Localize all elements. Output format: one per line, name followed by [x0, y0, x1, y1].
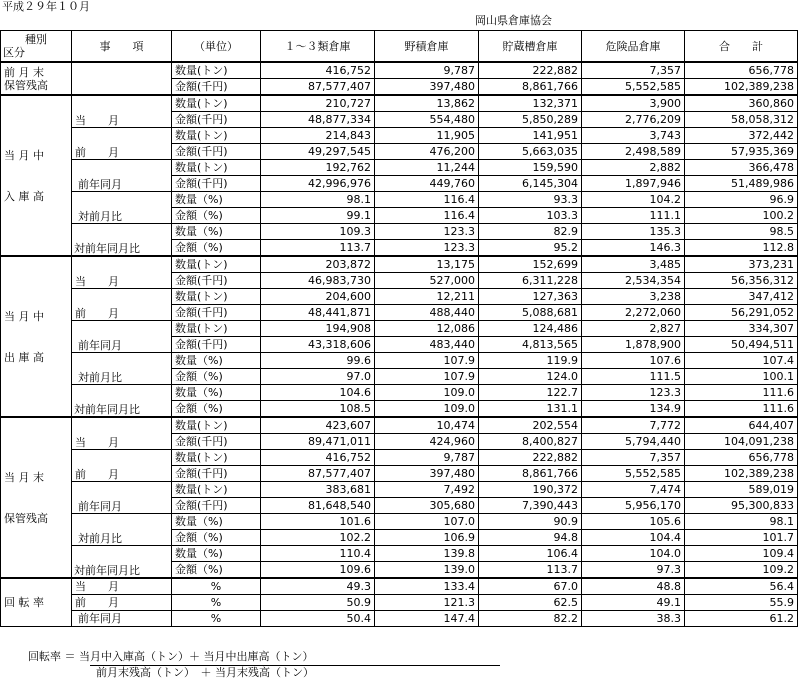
table-row — [1, 417, 798, 434]
value-cell: 48,877,334 — [261, 112, 375, 128]
value-cell: 222,882 — [479, 450, 582, 466]
value-cell: 90.9 — [479, 514, 582, 530]
value-cell: 133.4 — [375, 578, 479, 595]
value-cell: 423,607 — [261, 417, 375, 434]
sub-item-label: 対前月比 — [72, 192, 172, 224]
table-row — [1, 224, 798, 240]
value-cell: 383,681 — [261, 482, 375, 498]
unit-cell: 金額（%) — [172, 240, 261, 257]
value-cell: 101.7 — [685, 530, 798, 546]
unit-cell: 数量(トン) — [172, 321, 261, 337]
value-cell: 159,590 — [479, 160, 582, 176]
value-cell: 98.5 — [685, 224, 798, 240]
item-header: 事 項 — [72, 31, 172, 63]
value-cell: 58,058,312 — [685, 112, 798, 128]
value-cell: 109.0 — [375, 385, 479, 401]
value-cell: 190,372 — [479, 482, 582, 498]
value-cell: 110.4 — [261, 546, 375, 562]
unit-cell: 金額(千円) — [172, 176, 261, 192]
value-cell: 139.8 — [375, 546, 479, 562]
value-cell: 360,860 — [685, 95, 798, 112]
sub-item-label: 当 月 — [72, 256, 172, 289]
value-cell: 102.2 — [261, 530, 375, 546]
unit-cell: 金額(千円) — [172, 305, 261, 321]
value-cell: 2,272,060 — [582, 305, 685, 321]
table-row — [1, 385, 798, 401]
value-cell: 132,371 — [479, 95, 582, 112]
value-cell: 123.3 — [375, 240, 479, 257]
value-cell: 112.8 — [685, 240, 798, 257]
value-cell: 146.3 — [582, 240, 685, 257]
value-cell: 5,088,681 — [479, 305, 582, 321]
value-cell: 61.2 — [685, 611, 798, 627]
section-label — [1, 417, 72, 578]
value-cell: 38.3 — [582, 611, 685, 627]
unit-cell: 数量(トン) — [172, 256, 261, 273]
sub-item-label: 前 月 — [72, 450, 172, 482]
header-row — [1, 31, 798, 63]
value-cell: 108.5 — [261, 401, 375, 418]
value-cell: 121.3 — [375, 595, 479, 611]
value-cell: 9,787 — [375, 62, 479, 79]
section-label-line: 当 月 末 — [4, 470, 44, 484]
sub-item-label: 当 月 — [72, 417, 172, 450]
value-cell: 50.9 — [261, 595, 375, 611]
unit-cell: 数量(トン) — [172, 482, 261, 498]
category-header: 種別 区分 — [1, 31, 72, 63]
table-row — [1, 62, 798, 79]
table-row — [1, 611, 798, 627]
value-cell: 13,862 — [375, 95, 479, 112]
value-cell: 9,787 — [375, 450, 479, 466]
unit-cell: 数量(トン) — [172, 160, 261, 176]
value-cell: 94.8 — [479, 530, 582, 546]
value-cell: 100.1 — [685, 369, 798, 385]
value-cell: 96.9 — [685, 192, 798, 208]
value-cell: 89,471,011 — [261, 434, 375, 450]
value-cell: 147.4 — [375, 611, 479, 627]
section-label-line: 出 庫 高 — [4, 350, 44, 364]
section-label-line: 前 月 末 — [4, 65, 44, 79]
value-cell: 97.0 — [261, 369, 375, 385]
value-cell: 98.1 — [685, 514, 798, 530]
unit-cell: 数量（%) — [172, 224, 261, 240]
value-cell: 202,554 — [479, 417, 582, 434]
sub-item-label: 対前年同月比 — [72, 224, 172, 257]
value-cell: 476,200 — [375, 144, 479, 160]
value-cell: 55.9 — [685, 595, 798, 611]
unit-cell: 数量（%) — [172, 353, 261, 369]
value-cell: 554,480 — [375, 112, 479, 128]
value-cell: 527,000 — [375, 273, 479, 289]
value-cell: 373,231 — [685, 256, 798, 273]
value-cell: 109.2 — [685, 562, 798, 579]
unit-cell: 数量（%) — [172, 514, 261, 530]
unit-header: （単位） — [172, 31, 261, 63]
value-cell: 49,297,545 — [261, 144, 375, 160]
table-row — [1, 514, 798, 530]
section-label-line: 当 月 中 — [4, 309, 44, 323]
value-cell: 57,935,369 — [685, 144, 798, 160]
value-cell: 49.1 — [582, 595, 685, 611]
value-cell: 5,956,170 — [582, 498, 685, 514]
sub-item-label: 前年同月 — [72, 482, 172, 514]
table-row — [1, 321, 798, 337]
table-row — [1, 482, 798, 498]
unit-cell: 数量(トン) — [172, 128, 261, 144]
section-label-line: 回 転 率 — [4, 596, 44, 609]
value-cell: 6,311,228 — [479, 273, 582, 289]
value-cell: 12,086 — [375, 321, 479, 337]
value-cell: 104.2 — [582, 192, 685, 208]
value-cell: 488,440 — [375, 305, 479, 321]
unit-cell: 金額（%) — [172, 208, 261, 224]
sub-item-label: 当 月 — [72, 95, 172, 128]
value-cell: 99.6 — [261, 353, 375, 369]
value-cell: 8,861,766 — [479, 466, 582, 482]
sub-item-label: 前年同月 — [72, 321, 172, 353]
value-cell: 8,400,827 — [479, 434, 582, 450]
value-cell: 3,238 — [582, 289, 685, 305]
value-cell: 82.2 — [479, 611, 582, 627]
value-cell: 204,600 — [261, 289, 375, 305]
value-cell: 5,850,289 — [479, 112, 582, 128]
value-cell: 192,762 — [261, 160, 375, 176]
unit-cell: 数量（%) — [172, 546, 261, 562]
sub-item-label: 当 月 — [72, 578, 172, 595]
unit-cell: 数量(トン) — [172, 95, 261, 112]
table-row — [1, 595, 798, 611]
value-cell: 43,318,606 — [261, 337, 375, 353]
value-cell: 397,480 — [375, 466, 479, 482]
value-cell: 8,861,766 — [479, 79, 582, 96]
section-label — [1, 256, 72, 417]
value-cell: 656,778 — [685, 62, 798, 79]
section-label-line: 保管残高 — [4, 511, 48, 525]
value-cell: 6,145,304 — [479, 176, 582, 192]
value-cell: 109.4 — [685, 546, 798, 562]
value-cell: 141,951 — [479, 128, 582, 144]
value-cell: 222,882 — [479, 62, 582, 79]
value-cell: 372,442 — [685, 128, 798, 144]
col-header-class1-3: １～３類倉庫 — [261, 31, 375, 63]
value-cell: 48.8 — [582, 578, 685, 595]
value-cell: 42,996,976 — [261, 176, 375, 192]
unit-cell: 数量（%) — [172, 192, 261, 208]
sub-item-label: 前 月 — [72, 128, 172, 160]
value-cell: 124,486 — [479, 321, 582, 337]
col-header-open-storage: 野積倉庫 — [375, 31, 479, 63]
value-cell: 119.9 — [479, 353, 582, 369]
value-cell: 67.0 — [479, 578, 582, 595]
value-cell: 51,489,986 — [685, 176, 798, 192]
value-cell: 107.0 — [375, 514, 479, 530]
section-label — [1, 578, 72, 627]
value-cell: 116.4 — [375, 192, 479, 208]
value-cell: 107.9 — [375, 353, 479, 369]
value-cell: 1,897,946 — [582, 176, 685, 192]
value-cell: 109.0 — [375, 401, 479, 418]
value-cell: 644,407 — [685, 417, 798, 434]
unit-cell: 金額(千円) — [172, 498, 261, 514]
section-label-line: 保管残高 — [4, 78, 48, 92]
unit-cell: 金額(千円) — [172, 273, 261, 289]
unit-cell: 金額(千円) — [172, 337, 261, 353]
value-cell: 81,648,540 — [261, 498, 375, 514]
sub-item-label: 前 月 — [72, 289, 172, 321]
col-header-total: 合 計 — [685, 31, 798, 63]
value-cell: 105.6 — [582, 514, 685, 530]
value-cell: 397,480 — [375, 79, 479, 96]
value-cell: 123.3 — [375, 224, 479, 240]
section-label-line: 入 庫 高 — [4, 189, 44, 203]
value-cell: 116.4 — [375, 208, 479, 224]
value-cell: 106.4 — [479, 546, 582, 562]
value-cell: 1,878,900 — [582, 337, 685, 353]
value-cell: 7,772 — [582, 417, 685, 434]
organization-name: 岡山県倉庫協会 — [475, 14, 552, 27]
value-cell: 2,882 — [582, 160, 685, 176]
value-cell: 50,494,511 — [685, 337, 798, 353]
value-cell: 100.2 — [685, 208, 798, 224]
value-cell: 48,441,871 — [261, 305, 375, 321]
value-cell: 124.0 — [479, 369, 582, 385]
value-cell: 131.1 — [479, 401, 582, 418]
value-cell: 56.4 — [685, 578, 798, 595]
value-cell: 3,743 — [582, 128, 685, 144]
value-cell: 424,960 — [375, 434, 479, 450]
sub-item-label: 前 月 — [72, 595, 172, 611]
col-header-tank: 貯蔵槽倉庫 — [479, 31, 582, 63]
value-cell: 13,175 — [375, 256, 479, 273]
sub-item-label: 対前年同月比 — [72, 546, 172, 579]
unit-cell: 金額（%) — [172, 562, 261, 579]
value-cell: 589,019 — [685, 482, 798, 498]
section-label-line: 当 月 中 — [4, 148, 44, 162]
unit-cell: 数量(トン) — [172, 417, 261, 434]
table-row — [1, 289, 798, 305]
value-cell: 366,478 — [685, 160, 798, 176]
table-row — [1, 256, 798, 273]
formula-denominator: 前月末残高（トン） ＋ 当月末残高（トン） — [96, 666, 314, 679]
value-cell: 104.0 — [582, 546, 685, 562]
value-cell: 87,577,407 — [261, 79, 375, 96]
value-cell: 102,389,238 — [685, 466, 798, 482]
value-cell: 11,244 — [375, 160, 479, 176]
value-cell: 62.5 — [479, 595, 582, 611]
value-cell: 107.9 — [375, 369, 479, 385]
value-cell: 95,300,833 — [685, 498, 798, 514]
value-cell: 11,905 — [375, 128, 479, 144]
col-header-hazardous: 危険品倉庫 — [582, 31, 685, 63]
value-cell: 4,813,565 — [479, 337, 582, 353]
unit-cell: 金額(千円) — [172, 434, 261, 450]
value-cell: 7,474 — [582, 482, 685, 498]
value-cell: 12,211 — [375, 289, 479, 305]
value-cell: 127,363 — [479, 289, 582, 305]
unit-cell: 金額(千円) — [172, 466, 261, 482]
value-cell: 106.9 — [375, 530, 479, 546]
value-cell: 56,356,312 — [685, 273, 798, 289]
value-cell: 56,291,052 — [685, 305, 798, 321]
value-cell: 194,908 — [261, 321, 375, 337]
value-cell: 104.4 — [582, 530, 685, 546]
value-cell: 135.3 — [582, 224, 685, 240]
value-cell: 10,474 — [375, 417, 479, 434]
value-cell: 102,389,238 — [685, 79, 798, 96]
value-cell: 111.6 — [685, 401, 798, 418]
table-row — [1, 450, 798, 466]
value-cell: 5,552,585 — [582, 466, 685, 482]
sub-item-label — [72, 62, 172, 95]
sub-item-label: 対前月比 — [72, 514, 172, 546]
sub-item-label: 前年同月 — [72, 611, 172, 627]
value-cell: 7,492 — [375, 482, 479, 498]
unit-cell: 金額（%) — [172, 530, 261, 546]
value-cell: 210,727 — [261, 95, 375, 112]
table-row — [1, 546, 798, 562]
report-date: 平成２９年１０月 — [2, 0, 90, 13]
value-cell: 139.0 — [375, 562, 479, 579]
unit-cell: 金額(千円) — [172, 79, 261, 96]
value-cell: 656,778 — [685, 450, 798, 466]
table-row — [1, 128, 798, 144]
value-cell: 87,577,407 — [261, 466, 375, 482]
value-cell: 152,699 — [479, 256, 582, 273]
table-row — [1, 160, 798, 176]
sub-item-label: 対前年同月比 — [72, 385, 172, 418]
value-cell: 5,794,440 — [582, 434, 685, 450]
value-cell: 483,440 — [375, 337, 479, 353]
value-cell: 107.6 — [582, 353, 685, 369]
value-cell: 3,900 — [582, 95, 685, 112]
value-cell: 95.2 — [479, 240, 582, 257]
value-cell: 305,680 — [375, 498, 479, 514]
table-row — [1, 95, 798, 112]
value-cell: 7,390,443 — [479, 498, 582, 514]
value-cell: 5,663,035 — [479, 144, 582, 160]
table-row — [1, 192, 798, 208]
value-cell: 347,412 — [685, 289, 798, 305]
value-cell: 2,534,354 — [582, 273, 685, 289]
unit-cell: 金額（%) — [172, 401, 261, 418]
value-cell: 134.9 — [582, 401, 685, 418]
value-cell: 113.7 — [479, 562, 582, 579]
value-cell: 50.4 — [261, 611, 375, 627]
value-cell: 2,776,209 — [582, 112, 685, 128]
value-cell: 111.6 — [685, 385, 798, 401]
section-label — [1, 95, 72, 256]
value-cell: 122.7 — [479, 385, 582, 401]
value-cell: 103.3 — [479, 208, 582, 224]
unit-cell: 数量(トン) — [172, 450, 261, 466]
sub-item-label: 前年同月 — [72, 160, 172, 192]
value-cell: 416,752 — [261, 450, 375, 466]
value-cell: 107.4 — [685, 353, 798, 369]
value-cell: 214,843 — [261, 128, 375, 144]
table-row — [1, 578, 798, 595]
value-cell: 3,485 — [582, 256, 685, 273]
value-cell: 2,498,589 — [582, 144, 685, 160]
unit-cell: % — [172, 611, 261, 627]
value-cell: 113.7 — [261, 240, 375, 257]
value-cell: 7,357 — [582, 450, 685, 466]
value-cell: 5,552,585 — [582, 79, 685, 96]
value-cell: 334,307 — [685, 321, 798, 337]
value-cell: 99.1 — [261, 208, 375, 224]
value-cell: 123.3 — [582, 385, 685, 401]
value-cell: 2,827 — [582, 321, 685, 337]
value-cell: 49.3 — [261, 578, 375, 595]
value-cell: 449,760 — [375, 176, 479, 192]
unit-cell: 金額（%) — [172, 369, 261, 385]
value-cell: 7,357 — [582, 62, 685, 79]
value-cell: 104,091,238 — [685, 434, 798, 450]
value-cell: 104.6 — [261, 385, 375, 401]
unit-cell: 数量(トン) — [172, 289, 261, 305]
unit-cell: 数量(トン) — [172, 62, 261, 79]
warehouse-statistics-table — [0, 30, 798, 627]
value-cell: 203,872 — [261, 256, 375, 273]
value-cell: 82.9 — [479, 224, 582, 240]
table-row — [1, 353, 798, 369]
value-cell: 109.6 — [261, 562, 375, 579]
sub-item-label: 対前月比 — [72, 353, 172, 385]
value-cell: 46,983,730 — [261, 273, 375, 289]
unit-cell: % — [172, 595, 261, 611]
unit-cell: 金額(千円) — [172, 144, 261, 160]
value-cell: 111.1 — [582, 208, 685, 224]
unit-cell: 金額(千円) — [172, 112, 261, 128]
unit-cell: % — [172, 578, 261, 595]
formula-numerator: 回転率 ＝ 当月中入庫高（トン）＋ 当月中出庫高（トン） — [28, 650, 314, 663]
section-label — [1, 62, 72, 95]
value-cell: 101.6 — [261, 514, 375, 530]
value-cell: 98.1 — [261, 192, 375, 208]
value-cell: 416,752 — [261, 62, 375, 79]
value-cell: 97.3 — [582, 562, 685, 579]
value-cell: 111.5 — [582, 369, 685, 385]
value-cell: 109.3 — [261, 224, 375, 240]
unit-cell: 数量（%) — [172, 385, 261, 401]
value-cell: 93.3 — [479, 192, 582, 208]
